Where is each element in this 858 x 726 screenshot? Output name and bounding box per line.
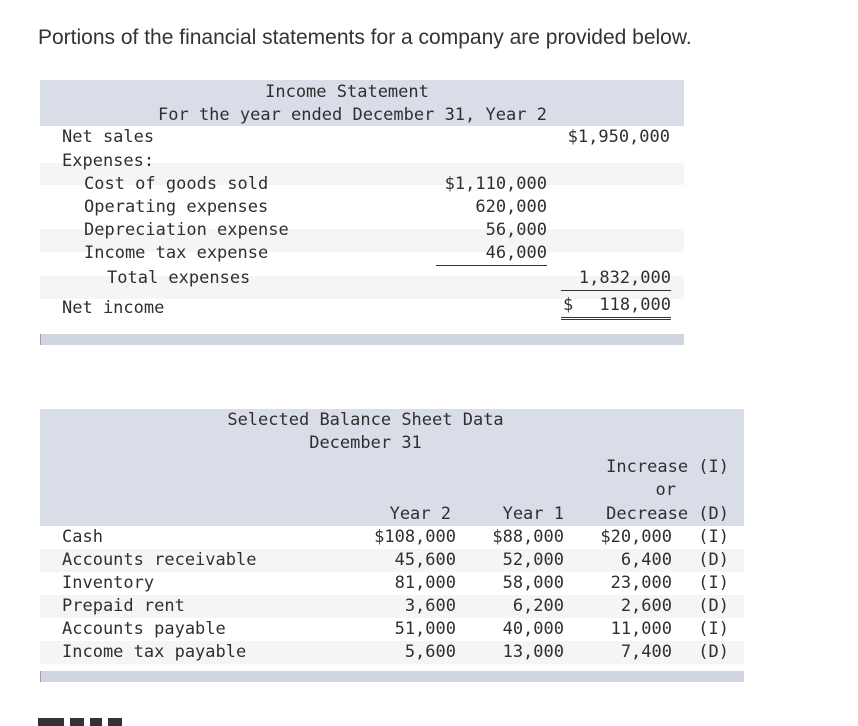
year2-value: 81,000	[394, 573, 456, 593]
change-flag: (D)	[698, 642, 729, 662]
table-footer-bar	[40, 671, 744, 682]
year2-value: 51,000	[394, 619, 456, 639]
table-row	[40, 595, 744, 618]
year2-value: 45,600	[394, 550, 456, 570]
year1-value: 40,000	[502, 619, 564, 639]
year2-header: Year 2	[389, 504, 451, 524]
row-label: Accounts receivable	[62, 550, 257, 570]
income-statement-title: Income Statement	[265, 82, 429, 102]
change-value: 7,400	[620, 642, 672, 662]
year1-value: 52,000	[502, 550, 564, 570]
total-expenses-value: 1,832,000	[561, 267, 671, 291]
balance-sheet-rows	[40, 526, 744, 664]
currency-symbol: $	[563, 295, 574, 315]
balance-sheet-title: Selected Balance Sheet Data	[227, 410, 504, 430]
row-label: Accounts payable	[62, 619, 226, 639]
intro-text: Portions of the financial statements for a company are provided below.	[38, 26, 692, 49]
year2-value: $108,000	[374, 527, 456, 547]
net-sales-label: Net sales	[62, 127, 155, 147]
change-value: 11,000	[610, 619, 672, 639]
change-value: 6,400	[620, 550, 672, 570]
year1-value: 58,000	[502, 573, 564, 593]
total-expenses-label: Total expenses	[107, 268, 251, 288]
change-header-line-2: or	[655, 480, 676, 500]
table-row	[40, 549, 744, 572]
expense-label: Income tax expense	[84, 243, 269, 263]
table-footer-bar	[40, 334, 684, 345]
change-value: 23,000	[610, 573, 672, 593]
row-label: Inventory	[62, 573, 155, 593]
net-income-value: 118,000	[599, 295, 671, 315]
balance-sheet-date: December 31	[309, 433, 422, 453]
net-income-label: Net income	[62, 298, 165, 318]
change-value: $20,000	[600, 527, 672, 547]
year1-header: Year 1	[502, 504, 564, 524]
table-row	[40, 641, 744, 664]
balance-sheet-table	[40, 409, 744, 682]
expense-value: 620,000	[475, 197, 547, 217]
year2-value: 5,600	[404, 642, 456, 662]
table-row	[40, 618, 744, 641]
income-statement-table	[40, 80, 684, 345]
row-label: Income tax payable	[62, 642, 247, 662]
change-flag: (I)	[698, 573, 729, 593]
table-row	[40, 526, 744, 549]
row-label: Prepaid rent	[62, 596, 185, 616]
year2-value: 3,600	[404, 596, 456, 616]
change-flag: (I)	[698, 527, 729, 547]
income-statement-period: For the year ended December 31, Year 2	[158, 105, 547, 125]
expense-value: 46,000	[436, 242, 547, 266]
change-flag: (I)	[698, 619, 729, 639]
expense-label: Cost of goods sold	[84, 174, 269, 194]
net-income-cell	[561, 294, 671, 320]
row-label: Cash	[62, 527, 103, 547]
change-header-line-1: Increase (I)	[606, 457, 729, 477]
change-header-line-3: Decrease (D)	[606, 504, 729, 524]
expense-label: Depreciation expense	[84, 220, 289, 240]
expense-value: $1,110,000	[444, 174, 547, 194]
clipped-heading-fragment	[38, 718, 128, 726]
table-row	[40, 572, 744, 595]
year1-value: 13,000	[502, 642, 564, 662]
year1-value: $88,000	[492, 527, 564, 547]
expense-value: 56,000	[485, 220, 547, 240]
expense-label: Operating expenses	[84, 197, 269, 217]
year1-value: 6,200	[512, 596, 564, 616]
expenses-label: Expenses:	[62, 151, 155, 171]
change-flag: (D)	[698, 550, 729, 570]
change-value: 2,600	[620, 596, 672, 616]
net-sales-value: $1,950,000	[567, 127, 670, 147]
change-flag: (D)	[698, 596, 729, 616]
